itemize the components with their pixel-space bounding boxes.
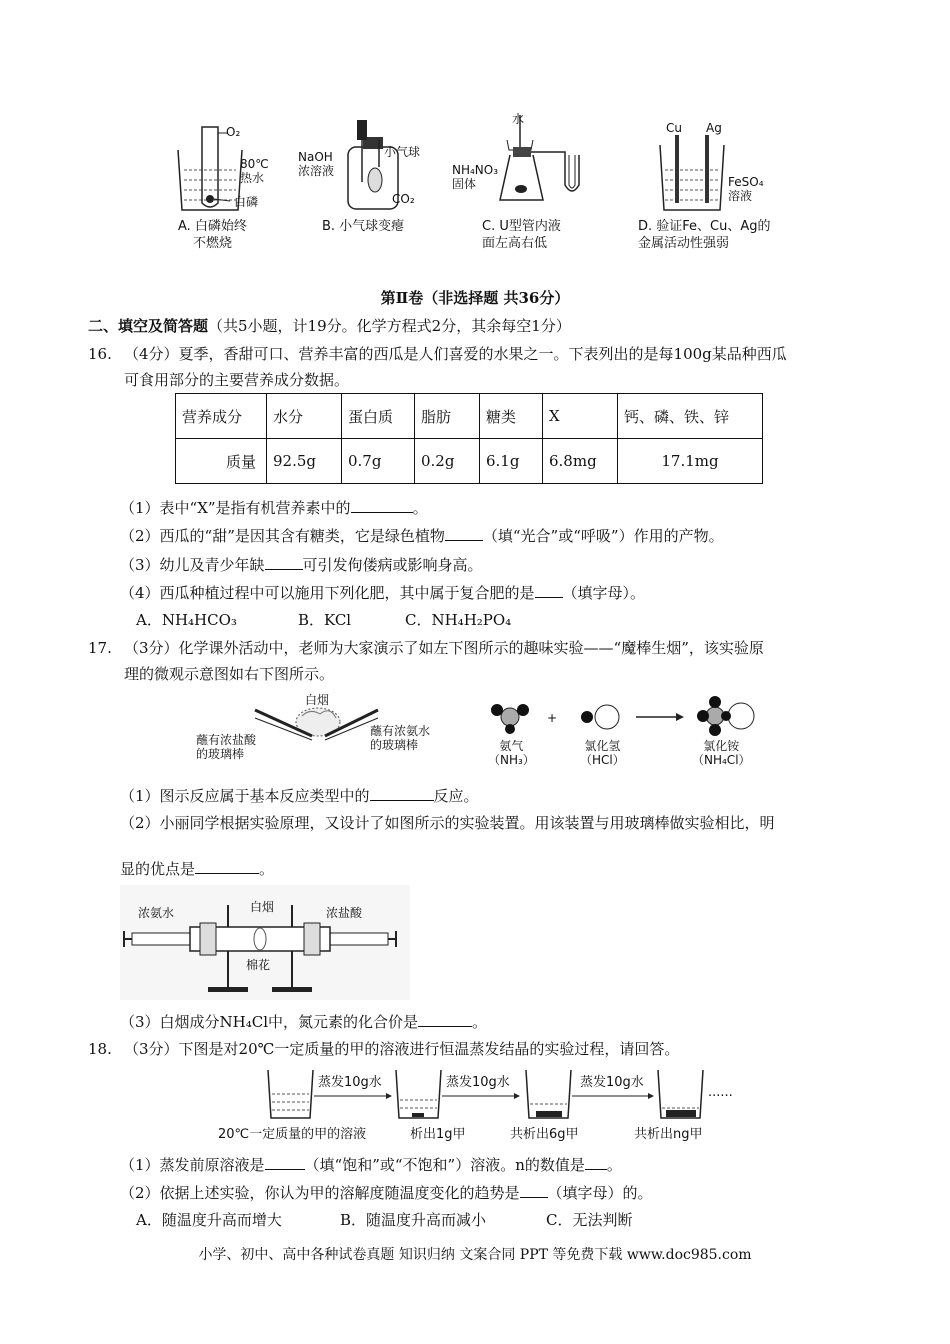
q16-sub1-text: （1）表中“X”是指有机营养素中的 <box>120 499 351 517</box>
q18-sub1-mid: （填“饱和”或“不饱和”）溶液。n的数值是 <box>304 1156 585 1174</box>
label-co2: CO₂ <box>392 192 415 206</box>
caption-beaker-3: 共析出6g甲 <box>510 1127 579 1142</box>
label-evaporate-3: 蒸发10g水 <box>580 1075 644 1090</box>
answer-blank[interactable] <box>351 497 413 513</box>
q17-sub3-text: （3）白烟成分NH₄Cl中，氮元素的化合价是 <box>120 1013 419 1031</box>
figure-c-drawing <box>495 115 605 215</box>
answer-blank[interactable] <box>195 858 259 874</box>
part2-heading-rest: （共5小题，计19分。化学方程式2分，其余每空1分） <box>208 317 571 335</box>
table-cell: 营养成分 <box>176 394 267 439</box>
nh3-molecule-icon <box>488 700 532 734</box>
q17-sub1 <box>120 785 479 806</box>
q16-line2: 可食用部分的主要营养成分数据。 <box>124 371 350 389</box>
nutrition-table <box>175 393 763 484</box>
q16-sub1-end: 。 <box>412 499 428 517</box>
table-cell: 6.8mg <box>543 439 618 484</box>
table-cell: 0.7g <box>342 439 415 484</box>
table-cell: 92.5g <box>267 439 342 484</box>
label-naoh: NaOH 浓溶液 <box>298 150 335 178</box>
label-ammonia-rod: 蘸有浓氨水 的玻璃棒 <box>370 724 431 752</box>
q17-sub3 <box>120 1011 487 1032</box>
plus-sign: + <box>547 711 558 725</box>
table-cell: 质量 <box>176 439 267 484</box>
q16-sub3 <box>120 554 483 575</box>
q18-option-b: B．随温度升高而减小 <box>340 1211 487 1229</box>
q17-sub1-end: 反应。 <box>433 787 479 805</box>
q17-number: 17. <box>88 639 112 657</box>
table-cell: 脂肪 <box>415 394 480 439</box>
label-evaporate-1: 蒸发10g水 <box>318 1075 382 1090</box>
answer-blank[interactable] <box>418 1011 472 1027</box>
table-cell: 水分 <box>267 394 342 439</box>
table-cell: 17.1mg <box>618 439 763 484</box>
q16-number: 16. <box>88 345 112 363</box>
label-balloon: 小气球 <box>384 145 421 159</box>
q16-sub4 <box>120 582 645 603</box>
table-cell: 0.2g <box>415 439 480 484</box>
q17-sub2-line2 <box>120 858 274 879</box>
magic-wand-drawing <box>250 700 380 760</box>
q18-sub2 <box>120 1182 653 1203</box>
label-evaporate-2: 蒸发10g水 <box>446 1075 510 1090</box>
q16-option-b: B．KCl <box>298 611 352 629</box>
caption-a: A. 白磷始终 不燃烧 <box>178 219 247 251</box>
caption-d: D. 验证Fe、Cu、Ag的 金属活动性强弱 <box>638 219 771 251</box>
q16-sub2-text: （2）西瓜的“甜”是因其含有糖类，它是绿色植物 <box>120 527 445 545</box>
hcl-molecule-icon <box>577 702 625 732</box>
table-cell: 蛋白质 <box>342 394 415 439</box>
part2-heading <box>88 316 571 336</box>
section-title: 第Ⅱ卷（非选择题 共36分） <box>380 289 570 307</box>
q17-sub2-text: 显的优点是 <box>120 860 196 878</box>
q16-sub2 <box>120 525 724 546</box>
q17-line1: （3分）化学课外活动中，老师为大家演示了如左下图所示的趣味实验——“魔棒生烟”，该实验原 <box>124 639 764 657</box>
answer-blank[interactable] <box>265 1154 305 1170</box>
label-hcl: 氯化氢 （HCl） <box>580 739 625 767</box>
answer-blank[interactable] <box>535 582 563 598</box>
table-header-row <box>176 394 763 439</box>
label-ellipsis: ...... <box>708 1085 733 1100</box>
label-nh4no3: NH₄NO₃ 固体 <box>452 163 499 191</box>
q17-line2: 理的微观示意图如右下图所示。 <box>124 665 335 683</box>
q18-sub1-end: 。 <box>606 1156 622 1174</box>
q17-sub2-line1: （2）小丽同学根据实验原理，又设计了如图所示的实验装置。用该装置与用玻璃棒做实验相比，明 <box>120 814 775 832</box>
q16-sub4-text: （4）西瓜种植过程中可以施用下列化肥，其中属于复合肥的是 <box>120 584 535 602</box>
q16-option-a: A．NH₄HCO₃ <box>136 611 237 629</box>
label-o2: O₂ <box>226 125 241 139</box>
label-apparatus-smoke: 白烟 <box>250 900 275 914</box>
caption-c: C. U型管内液 面左高右低 <box>482 219 561 251</box>
q16-sub2-end: （填“光合”或“呼吸”）作用的产物。 <box>482 527 724 545</box>
label-cotton: 棉花 <box>246 958 271 972</box>
label-hot-water: 80℃ 热水 <box>240 157 269 185</box>
label-water: 水 <box>512 112 525 126</box>
answer-blank[interactable] <box>445 525 483 541</box>
q16-sub1 <box>120 497 428 518</box>
q17-sub3-end: 。 <box>472 1013 488 1031</box>
caption-beaker-4: 共析出ng甲 <box>634 1127 703 1142</box>
table-cell: X <box>543 394 618 439</box>
table-row <box>176 439 763 484</box>
q18-sub2-text: （2）依据上述实验，你认为甲的溶解度随温度变化的趋势是 <box>120 1184 520 1202</box>
table-cell: 钙、磷、铁、锌 <box>618 394 763 439</box>
q16-sub4-end: （填字母）。 <box>562 584 646 602</box>
q16-line1: （4分）夏季，香甜可口、营养丰富的西瓜是人们喜爱的水果之一。下表列出的是每100g某品种西瓜 <box>124 345 787 363</box>
q16-option-c: C．NH₄H₂PO₄ <box>405 611 512 629</box>
q16-sub3-text: （3）幼儿及青少年缺 <box>120 556 265 574</box>
label-nh4cl: 氯化铵 （NH₄Cl） <box>692 739 751 767</box>
part2-heading-bold: 二、填空及简答题 <box>88 317 209 335</box>
answer-blank[interactable] <box>585 1154 607 1170</box>
answer-blank[interactable] <box>370 785 434 801</box>
reaction-arrow-icon <box>636 712 686 722</box>
label-hcl-rod: 蘸有浓盐酸 的玻璃棒 <box>196 733 257 761</box>
table-cell: 糖类 <box>480 394 543 439</box>
label-cu: Cu <box>666 121 682 135</box>
label-white-smoke: 白烟 <box>305 693 330 707</box>
q18-line1: （3分）下图是对20℃一定质量的甲的溶液进行恒温蒸发结晶的实验过程，请回答。 <box>124 1040 680 1058</box>
label-nh3: 氨气 （NH₃） <box>488 739 535 767</box>
q18-option-a: A．随温度升高而增大 <box>136 1211 282 1229</box>
footer-text: 小学、初中、高中各种试卷真题 知识归纳 文案合同 PPT 等免费下载 www.doc985.com <box>198 1247 752 1263</box>
caption-beaker-2: 析出1g甲 <box>410 1127 466 1142</box>
q16-sub3-end: 可引发佝偻病或影响身高。 <box>302 556 483 574</box>
figure-d-drawing <box>655 130 735 215</box>
caption-b: B. 小气球变瘪 <box>322 219 405 234</box>
label-white-phosphorus: 白磷 <box>234 195 259 209</box>
label-feso4: FeSO₄ 溶液 <box>728 175 764 203</box>
label-ag: Ag <box>706 121 722 135</box>
caption-beaker-1: 20℃一定质量的甲的溶液 <box>218 1127 367 1142</box>
answer-blank[interactable] <box>265 554 303 570</box>
q18-sub1-text: （1）蒸发前原溶液是 <box>120 1156 265 1174</box>
q17-sub1-text: （1）图示反应属于基本反应类型中的 <box>120 787 370 805</box>
q18-number: 18. <box>88 1040 112 1058</box>
label-conc-ammonia: 浓氨水 <box>138 906 175 920</box>
answer-blank[interactable] <box>520 1182 548 1198</box>
q18-sub1 <box>120 1154 622 1175</box>
q18-option-c: C．无法判断 <box>546 1211 633 1229</box>
nh4cl-molecule-icon <box>695 696 757 738</box>
table-cell: 6.1g <box>480 439 543 484</box>
q18-sub2-end: （填字母）的。 <box>547 1184 653 1202</box>
q17-sub2-end: 。 <box>259 860 275 878</box>
label-conc-hcl: 浓盐酸 <box>326 906 363 920</box>
